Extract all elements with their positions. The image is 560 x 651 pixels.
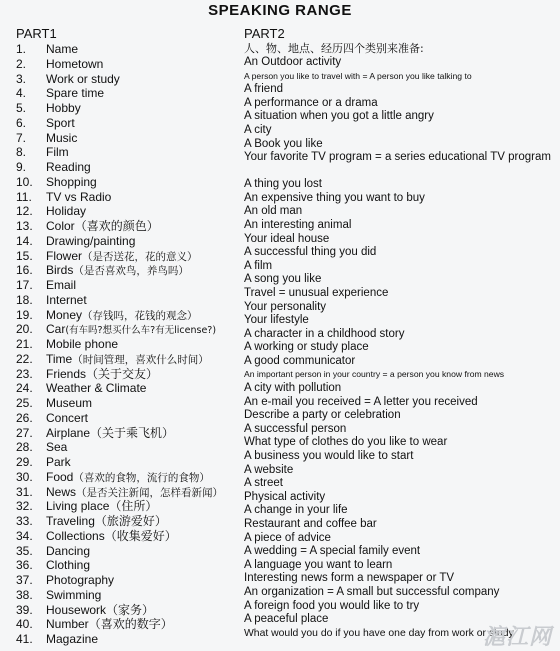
part2-item: What type of clothes do you like to wear — [244, 436, 448, 449]
part2-item: A successful person — [244, 422, 347, 435]
part1-item — [16, 544, 241, 559]
part1-item — [16, 440, 241, 455]
part2-item: Your lifestyle — [244, 314, 309, 327]
part2-item: A character in a childhood story — [244, 327, 405, 340]
part1-item-topic: Spare time — [46, 86, 105, 101]
part1-item — [16, 455, 241, 470]
part1-item-note: （关于乘飞机） — [90, 425, 175, 440]
part2-item: A street — [244, 477, 283, 490]
part2-item: An organization = A small but successful company — [244, 585, 500, 598]
part1-item-number: 12. — [16, 204, 33, 219]
part2-item: A foreign food you would like to try — [244, 599, 420, 612]
part1-item — [16, 72, 241, 87]
part1-item-topic: Money — [46, 307, 83, 322]
part1-item-number: 15. — [16, 248, 33, 263]
part2-item: A person you like to travel with = A person you like talking to — [244, 70, 472, 81]
part1-item — [16, 101, 241, 116]
part1-item-number: 36. — [16, 558, 33, 573]
part1-item-number: 40. — [16, 617, 33, 632]
part2-item: A song you like — [244, 273, 322, 286]
part2-item: What would you do if you have one day from work or study — [244, 627, 514, 639]
part2-item: Your personality — [244, 300, 327, 313]
part1-item — [16, 337, 241, 352]
part1-item-number: 24. — [16, 381, 33, 396]
part1-item-topic: Dancing — [46, 543, 91, 558]
part1-item-number: 4. — [16, 86, 27, 101]
part2-list — [244, 56, 556, 640]
part1-item-topic: Flower — [46, 248, 83, 263]
part1-item-note: （关于交友） — [86, 366, 159, 381]
part2-item: Physical activity — [244, 490, 326, 503]
part2-item: A city — [244, 123, 272, 136]
part2-item: Travel = unusual experience — [244, 286, 389, 299]
part1-item-number: 17. — [16, 278, 33, 292]
part1-item-topic: Car — [46, 322, 66, 337]
part2-item: A city with pollution — [244, 382, 342, 395]
part1-item-topic: Sea — [46, 440, 68, 455]
part1-item-number: 18. — [16, 292, 33, 307]
part1-item-topic: Drawing/painting — [46, 233, 136, 248]
part1-item — [16, 529, 241, 544]
part1-item-number: 35. — [16, 543, 33, 558]
part1-item-number: 8. — [16, 145, 27, 160]
part1-column — [16, 26, 241, 647]
part1-item — [16, 426, 241, 441]
part2-item: An expensive thing you want to buy — [244, 191, 425, 204]
part1-item — [16, 249, 241, 264]
part1-item-topic: Holiday — [46, 204, 87, 219]
part1-item-number: 38. — [16, 587, 33, 602]
part1-item-number: 11. — [16, 189, 32, 204]
part1-item — [16, 617, 241, 632]
part1-item — [16, 308, 241, 323]
page-title: SPEAKING RANGE — [208, 2, 352, 19]
part1-item — [16, 278, 241, 293]
part1-item-number: 34. — [16, 528, 33, 543]
part1-item — [16, 499, 241, 514]
part1-item-number: 27. — [16, 425, 33, 440]
part1-item-number: 10. — [16, 174, 33, 189]
part2-item: Describe a party or celebration — [244, 409, 401, 422]
part1-item-number: 37. — [16, 573, 33, 587]
part2-item: Your ideal house — [244, 232, 330, 245]
part2-item: A piece of advice — [244, 531, 331, 544]
part2-item: A website — [244, 463, 294, 476]
part1-item — [16, 160, 241, 175]
part1-item — [16, 322, 241, 337]
part1-item — [16, 558, 241, 573]
part1-item-number: 9. — [16, 160, 27, 174]
part1-item-note: （喜欢的颜色） — [74, 219, 159, 233]
part1-item-number: 30. — [16, 469, 33, 484]
part1-item-topic: Concert — [46, 410, 89, 425]
part1-item — [16, 204, 241, 219]
part2-item: An Outdoor activity — [244, 56, 342, 68]
part1-item-note: （时间管理，喜欢什么时间） — [72, 353, 209, 366]
part2-item: Restaurant and coffee bar — [244, 518, 377, 530]
part1-item-number: 39. — [16, 602, 33, 617]
part1-item — [16, 588, 241, 603]
part1-item — [16, 514, 241, 529]
part1-item-topic: Work or study — [46, 71, 120, 86]
part1-item — [16, 57, 241, 72]
part1-item — [16, 603, 241, 618]
part2-item: An old man — [244, 205, 303, 218]
part1-item — [16, 234, 241, 249]
part1-item-topic: TV vs Radio — [46, 189, 112, 204]
part1-item — [16, 293, 241, 308]
part1-item-number: 14. — [16, 233, 33, 248]
part1-item-note: （住所） — [109, 499, 158, 514]
part1-item-topic: Color — [46, 219, 75, 233]
part1-item-number: 41. — [16, 632, 33, 646]
part1-item-topic: Airplane — [46, 425, 91, 440]
part1-item — [16, 190, 241, 205]
part2-subheading: 人、物、地点、经历四个类别来准备: — [244, 42, 424, 55]
part1-item — [16, 381, 241, 396]
part1-item-number: 32. — [16, 499, 33, 514]
part1-item-number: 28. — [16, 440, 33, 455]
part2-item: A working or study place — [244, 341, 369, 354]
part1-item — [16, 632, 241, 647]
part1-item-topic: Collections — [46, 528, 105, 543]
part1-item-topic: Clothing — [46, 558, 91, 573]
part2-item: A wedding = A special family event — [244, 545, 421, 558]
part1-item-number: 31. — [16, 484, 33, 499]
part1-item-topic: Living place — [46, 499, 110, 514]
part1-item-topic: Traveling — [46, 514, 95, 528]
part2-item: A friend — [244, 83, 283, 96]
part1-item-topic: Park — [46, 455, 71, 469]
part1-item-topic: Internet — [46, 292, 87, 307]
part2-item: Interesting news form a newspaper or TV — [244, 572, 455, 585]
part2-item: A good communicator — [244, 354, 356, 367]
part1-item-number: 2. — [16, 56, 27, 71]
part1-item-number: 7. — [16, 130, 27, 145]
part1-item-number: 13. — [16, 219, 33, 233]
part1-item — [16, 131, 241, 146]
part1-item-topic: Swimming — [46, 587, 102, 602]
part1-item — [16, 219, 241, 234]
part1-item-note: （是否关注新闻，怎样看新闻） — [76, 486, 224, 499]
part1-item-topic: Music — [46, 130, 78, 145]
part1-item-topic: Time — [46, 351, 73, 366]
part1-item-topic: Hometown — [46, 56, 104, 71]
part1-item-number: 22. — [16, 351, 33, 366]
watermark: 滬江网 — [482, 624, 552, 649]
part1-item — [16, 116, 241, 131]
part1-item-note: （是否送花，花的意义） — [82, 250, 198, 263]
part1-item — [16, 411, 241, 426]
part1-list — [16, 42, 241, 647]
part1-item — [16, 86, 241, 101]
part1-heading: PART1 — [16, 26, 57, 41]
part2-item: An e-mail you received = A letter you received — [244, 395, 478, 408]
part2-item: A successful thing you did — [244, 246, 377, 259]
part1-item — [16, 470, 241, 485]
part1-item-number: 20. — [16, 322, 33, 337]
part1-item-topic: Shopping — [46, 174, 97, 189]
part2-item: A business you would like to start — [244, 450, 414, 463]
part1-item-note: （喜欢的数字） — [88, 617, 173, 632]
part2-item: A performance or a drama — [244, 96, 378, 109]
part1-item — [16, 263, 241, 278]
part1-item-number: 21. — [16, 337, 33, 351]
part1-item-note: （旅游爱好） — [94, 514, 167, 528]
part1-item-number: 6. — [16, 115, 27, 130]
part1-item — [16, 367, 241, 382]
part2-item: A language you want to learn — [244, 558, 393, 571]
part1-item-number: 23. — [16, 366, 33, 381]
part1-item-number: 16. — [16, 263, 33, 278]
part1-item-number: 5. — [16, 101, 27, 115]
part1-item-topic: Museum — [46, 396, 93, 410]
part1-item — [16, 573, 241, 588]
part1-item — [16, 175, 241, 190]
part1-item-number: 26. — [16, 410, 33, 425]
part2-item: A Book you like — [244, 137, 323, 150]
part1-item-topic: Name — [46, 42, 79, 56]
part1-item-topic: Magazine — [46, 632, 99, 646]
part2-item: An important person in your country = a person you know from news — [244, 369, 505, 380]
part1-item-number: 29. — [16, 455, 33, 469]
part2-column — [244, 26, 556, 640]
part1-item-topic: Weather & Climate — [46, 381, 147, 396]
part1-item-note: （收集爱好） — [104, 528, 177, 543]
part2-item: A peaceful place — [244, 613, 329, 626]
part1-item-topic: Photography — [46, 573, 115, 587]
part1-item-topic: Reading — [46, 160, 91, 174]
part1-item-number: 1. — [16, 42, 27, 56]
part2-item: An interesting animal — [244, 218, 352, 231]
part1-item-number: 33. — [16, 514, 33, 528]
part1-item-note: （家务） — [106, 602, 155, 617]
part1-item-topic: Housework — [46, 602, 107, 617]
part1-item — [16, 396, 241, 411]
part1-item-topic: Friends — [46, 366, 87, 381]
part1-item-note: （存钱吗，花钱的观念） — [82, 309, 198, 322]
part2-item: A thing you lost — [244, 178, 322, 191]
part1-item — [16, 42, 241, 57]
part2-item: A situation when you got a little angry — [244, 110, 434, 123]
part1-item-topic: Film — [46, 145, 69, 160]
part1-item-topic: Sport — [46, 115, 75, 130]
part1-item-number: 3. — [16, 71, 27, 86]
part2-heading: PART2 — [244, 26, 285, 41]
part1-item-topic: Number — [46, 617, 89, 632]
part1-item-topic: Food — [46, 469, 74, 484]
part2-item: A change in your life — [244, 504, 348, 517]
part1-item-note: （是否喜欢鸟，养鸟吗） — [73, 265, 189, 278]
part1-item — [16, 145, 241, 160]
part1-item-number: 19. — [16, 307, 33, 322]
part1-item-note: （喜欢的食物，流行的食物） — [73, 471, 210, 484]
part1-item-topic: Mobile phone — [46, 337, 119, 351]
part1-item-topic: News — [46, 484, 77, 499]
part2-item: A film — [244, 259, 273, 272]
part1-item-number: 25. — [16, 396, 33, 410]
part1-item — [16, 485, 241, 500]
part1-item — [16, 352, 241, 367]
part1-item-topic: Birds — [46, 263, 74, 278]
part2-item: Your favorite TV program = a series educational TV program — [244, 151, 551, 164]
part1-item-note: (有车吗?想买什么车?有无license?) — [65, 325, 217, 337]
part1-item-topic: Email — [46, 278, 77, 292]
part1-item-topic: Hobby — [46, 101, 81, 115]
